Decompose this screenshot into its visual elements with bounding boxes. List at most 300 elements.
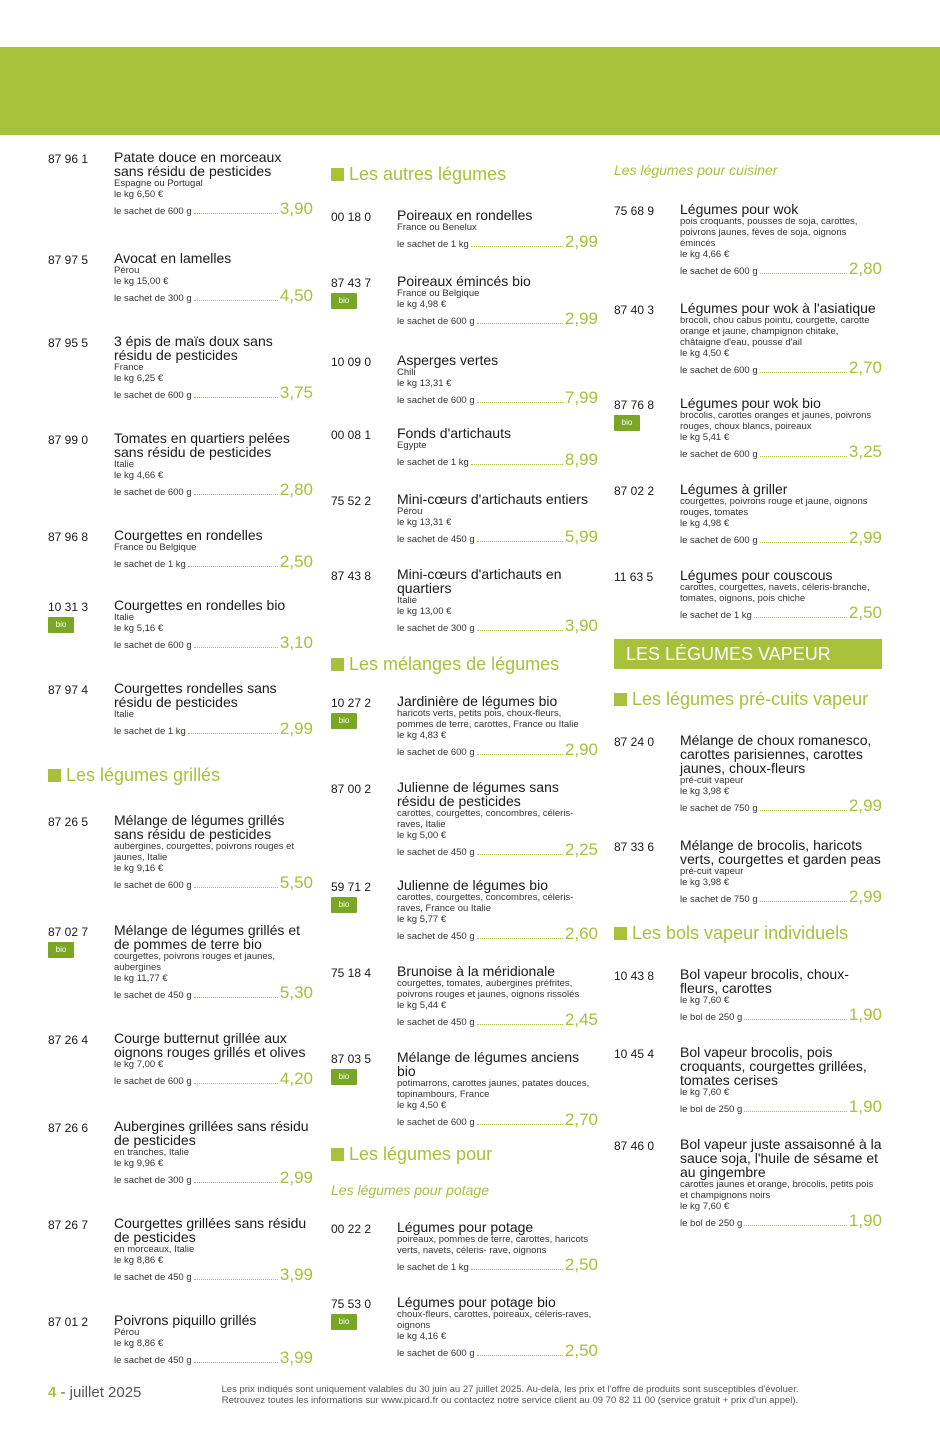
product-item (614, 482, 882, 546)
product-code: 87 02 2 (614, 484, 655, 498)
product-info (114, 1119, 313, 1186)
product-code-cell (48, 813, 114, 891)
product-name: Courgettes en rondelles bio (114, 597, 286, 613)
section-title-melanges: Les mélanges de légumes (331, 654, 598, 674)
dot-leader (471, 1269, 563, 1270)
pack-size: le sachet de 600 g (114, 1076, 192, 1087)
product-price: 2,90 (564, 740, 598, 759)
pack-size: le bol de 250 g (680, 1012, 743, 1023)
product-code-cell (614, 967, 680, 1023)
price-per-kg: le kg 4,66 € (114, 470, 164, 481)
product-code-cell (331, 1050, 397, 1128)
price-per-kg: le kg 11,77 € (114, 973, 168, 984)
product-name: Fonds d'artichauts (397, 425, 511, 441)
price-line (397, 1256, 598, 1273)
pack-size: le sachet de 600 g (397, 395, 475, 406)
section-banner-vapeur: LES LÉGUMES VAPEUR (614, 639, 882, 669)
product-info (397, 1050, 598, 1128)
product-code: 87 02 7 (48, 925, 89, 939)
product-name: Poivrons piquillo grillés (114, 1312, 257, 1328)
product-item (331, 1295, 598, 1359)
pack-size: le sachet de 450 g (397, 847, 475, 858)
product-name: Légumes pour potage bio (397, 1294, 556, 1310)
pack-size: le sachet de 450 g (397, 534, 475, 545)
price-per-kg: le kg 7,60 € (680, 995, 730, 1006)
product-code: 87 40 3 (614, 303, 655, 317)
price-per-kg: le kg 8,86 € (114, 1255, 164, 1266)
product-price: 3,99 (279, 1348, 313, 1367)
price-line (114, 1349, 313, 1366)
product-price: 2,80 (279, 480, 313, 499)
product-info (680, 967, 882, 1023)
bio-logo-icon: bio (614, 415, 640, 431)
product-name: Mélange de légumes grillés sans résidu de pesticides (114, 812, 285, 842)
product-name: Poireaux en rondelles (397, 207, 533, 223)
pack-size: le sachet de 1 kg (114, 726, 186, 737)
pack-size: le sachet de 600 g (680, 365, 758, 376)
product-item (331, 353, 598, 406)
price-line (680, 1098, 882, 1115)
product-detail: France (114, 362, 144, 373)
column-1 (48, 150, 313, 1366)
product-code-cell (48, 1119, 114, 1186)
product-name: Aubergines grillées sans résidu de pesticides (114, 1118, 309, 1148)
product-code-cell (48, 1216, 114, 1283)
product-info (680, 396, 882, 460)
price-per-kg: le kg 7,00 € (114, 1059, 164, 1070)
price-per-kg: le kg 4,50 € (397, 1100, 447, 1111)
product-name: Mélange de légumes grillés et de pommes de terre bio (114, 922, 300, 952)
dot-leader (760, 901, 847, 902)
product-info (397, 353, 598, 406)
product-info (397, 1295, 598, 1359)
product-detail: Italie (114, 709, 135, 720)
dot-leader (760, 542, 847, 543)
dot-leader (194, 494, 278, 495)
price-line (680, 443, 882, 460)
product-detail: Espagne ou Portugal (114, 178, 203, 189)
page-number: 4 - juillet 2025 (48, 1384, 142, 1401)
product-detail: brocolis, carottes oranges et jaunes, poivrons rouges, choux blancs, poireaux (680, 410, 872, 432)
product-item (331, 567, 598, 634)
product-code-cell (48, 251, 114, 304)
product-item (614, 1045, 882, 1115)
product-detail: France ou Benelux (397, 222, 477, 233)
product-detail: courgettes, tomates, aubergines préfrites, poivrons rouges et jaunes, oignons rissolés (397, 978, 580, 1000)
product-price: 7,99 (564, 388, 598, 407)
product-code: 10 45 4 (614, 1047, 655, 1061)
product-name: Courgettes en rondelles (114, 527, 263, 543)
product-code-cell (48, 431, 114, 498)
product-item (331, 426, 598, 468)
product-info (680, 838, 882, 905)
pack-size: le sachet de 450 g (397, 1017, 475, 1028)
price-per-kg: le kg 3,98 € (680, 877, 730, 888)
section-title-bols: Les bols vapeur individuels (614, 923, 882, 943)
product-item (614, 1137, 882, 1229)
product-code: 87 96 8 (48, 530, 89, 544)
dot-leader (744, 1225, 847, 1226)
square-bullet-icon (331, 168, 344, 181)
product-item (331, 274, 598, 327)
product-price: 5,99 (564, 527, 598, 546)
section-title-pour: Les légumes pour (331, 1144, 598, 1164)
product-detail: haricots verts, petits pois, choux-fleurs, pommes de terre, carottes, France ou Italie (397, 708, 579, 730)
product-info (114, 598, 313, 651)
product-price: 5,30 (279, 983, 313, 1002)
product-code: 59 71 2 (331, 880, 372, 894)
product-info (680, 568, 882, 621)
pack-size: le sachet de 300 g (114, 293, 192, 304)
product-price: 8,99 (564, 450, 598, 469)
header-banner (0, 47, 940, 135)
pack-size: le sachet de 600 g (114, 390, 192, 401)
dot-leader (744, 1019, 847, 1020)
pack-size: le sachet de 600 g (397, 747, 475, 758)
product-code-cell (331, 274, 397, 327)
product-detail: pois croquants, pousses de soja, carottes, poivrons jaunes, fèves de soja, oignons émincés (680, 216, 858, 249)
product-info (680, 301, 882, 376)
dot-leader (194, 1182, 278, 1183)
product-name: Bol vapeur brocolis, pois croquants, courgettes grillées, tomates cerises (680, 1044, 867, 1088)
dot-leader (477, 402, 563, 403)
price-line (114, 553, 313, 570)
bio-logo-icon: bio (331, 713, 357, 729)
product-price: 2,99 (848, 796, 882, 815)
pack-size: le sachet de 1 kg (397, 457, 469, 468)
product-code-cell (614, 202, 680, 277)
pack-size: le sachet de 600 g (397, 1117, 475, 1128)
product-code: 87 33 6 (614, 840, 655, 854)
price-per-kg: le kg 3,98 € (680, 786, 730, 797)
product-name: Légumes pour wok à l'asiatique (680, 300, 876, 316)
product-code: 11 63 5 (614, 570, 654, 584)
price-line (397, 1342, 598, 1359)
price-line (114, 1169, 313, 1186)
product-info (114, 431, 313, 498)
section-title-precuits: Les légumes pré-cuits vapeur (614, 689, 882, 709)
dot-leader (194, 213, 278, 214)
product-item (614, 396, 882, 460)
product-code-cell (331, 964, 397, 1028)
product-price: 2,50 (564, 1255, 598, 1274)
product-name: Asperges vertes (397, 352, 499, 368)
price-per-kg: le kg 5,41 € (680, 432, 730, 443)
product-code: 87 76 8 (614, 398, 655, 412)
product-price: 2,60 (564, 924, 598, 943)
product-detail: carottes, courgettes, navets, céleris-branche, tomates, oignons, pois chiche (680, 582, 870, 604)
product-name: Légumes pour potage (397, 1219, 534, 1235)
product-item (331, 964, 598, 1028)
product-code-cell (48, 150, 114, 217)
product-info (680, 733, 882, 814)
product-info (114, 1031, 313, 1087)
price-line (680, 604, 882, 621)
product-code-cell (614, 301, 680, 376)
product-code-cell (331, 1295, 397, 1359)
product-price: 2,50 (279, 552, 313, 571)
dot-leader (194, 647, 278, 648)
product-item (48, 1119, 313, 1186)
product-item (48, 251, 313, 304)
product-detail: carottes jaunes et orange, brocolis, petits pois et champignons noirs (680, 1179, 874, 1201)
price-line (397, 310, 598, 327)
product-detail: courgettes, poivrons rouge et jaune, oignons rouges, tomates (680, 496, 868, 518)
product-price: 2,99 (279, 1168, 313, 1187)
product-price: 2,70 (564, 1110, 598, 1129)
product-info (680, 1137, 882, 1229)
bio-logo-icon: bio (331, 293, 357, 309)
product-code-cell (614, 568, 680, 621)
footer-note: Les prix indiqués sont uniquement valables du 30 juin au 27 juillet 2025. Au-delà, les prix et l'offre de produits sont susceptibles d'évoluer. Retrouvez toutes les informations sur www.picard.fr ou contactez notre service client au 09 70 82 11 00 (service gratuit + prix d'un appel). (221, 1384, 799, 1406)
price-per-kg: le kg 15,00 € (114, 276, 169, 287)
product-info (680, 1045, 882, 1115)
product-code-cell (48, 1031, 114, 1087)
dot-leader (744, 1111, 847, 1112)
product-name: Avocat en lamelles (114, 250, 232, 266)
price-per-kg: le kg 7,60 € (680, 1201, 730, 1212)
dot-leader (477, 938, 563, 939)
pack-size: le sachet de 450 g (114, 990, 192, 1001)
product-price: 2,50 (848, 603, 882, 622)
product-code: 75 18 4 (331, 966, 372, 980)
pack-size: le sachet de 750 g (680, 803, 758, 814)
product-price: 2,99 (564, 309, 598, 328)
product-name: Brunoise à la méridionale (397, 963, 555, 979)
price-line (397, 1011, 598, 1028)
product-name: Julienne de légumes bio (397, 877, 548, 893)
product-code: 87 03 5 (331, 1052, 372, 1066)
product-code-cell (331, 426, 397, 468)
price-line (114, 481, 313, 498)
product-code: 00 18 0 (331, 210, 372, 224)
product-price: 3,75 (279, 383, 313, 402)
product-info (397, 274, 598, 327)
product-info (114, 528, 313, 570)
product-info (680, 482, 882, 546)
pack-size: le sachet de 1 kg (397, 1262, 469, 1273)
product-name: Julienne de légumes sans résidu de pesticides (397, 779, 559, 809)
price-per-kg: le kg 13,31 € (397, 378, 452, 389)
product-code: 87 00 2 (331, 782, 372, 796)
pack-size: le sachet de 1 kg (680, 610, 752, 621)
column-3 (614, 150, 882, 1229)
dot-leader (477, 1024, 563, 1025)
product-item (331, 878, 598, 942)
product-detail: en morceaux, Italie (114, 1244, 195, 1255)
square-bullet-icon (48, 769, 61, 782)
price-per-kg: le kg 7,60 € (680, 1087, 730, 1098)
price-per-kg: le kg 13,31 € (397, 517, 452, 528)
dot-leader (477, 541, 563, 542)
product-code: 87 46 0 (614, 1139, 655, 1153)
bio-logo-icon: bio (331, 1069, 357, 1085)
price-per-kg: le kg 6,50 € (114, 189, 164, 200)
product-price: 2,99 (848, 528, 882, 547)
product-code: 87 95 5 (48, 336, 89, 350)
product-item (331, 694, 598, 758)
product-item (614, 568, 882, 621)
product-item (48, 1031, 313, 1087)
pack-size: le sachet de 450 g (397, 931, 475, 942)
dot-leader (188, 566, 278, 567)
bio-logo-icon: bio (48, 942, 74, 958)
product-code: 00 08 1 (331, 428, 372, 442)
product-info (397, 208, 598, 250)
price-per-kg: le kg 4,98 € (397, 299, 447, 310)
pack-size: le sachet de 600 g (680, 535, 758, 546)
product-price: 3,10 (279, 633, 313, 652)
product-detail: potimarrons, carottes jaunes, patates douces, topinambours, France (397, 1078, 590, 1100)
dot-leader (194, 1279, 278, 1280)
product-detail: Italie (114, 459, 135, 470)
product-code-cell (48, 1313, 114, 1366)
price-line (114, 1266, 313, 1283)
product-code-cell (331, 1220, 397, 1273)
product-item (48, 528, 313, 570)
product-name: Bol vapeur brocolis, choux-fleurs, carottes (680, 966, 849, 996)
dot-leader (188, 733, 278, 734)
product-code: 10 09 0 (331, 355, 372, 369)
price-line (397, 741, 598, 758)
pack-size: le sachet de 1 kg (114, 559, 186, 570)
price-per-kg: le kg 4,50 € (680, 348, 730, 359)
pack-size: le sachet de 300 g (397, 623, 475, 634)
product-code: 87 01 2 (48, 1315, 89, 1329)
product-code-cell (331, 780, 397, 858)
product-code: 87 24 0 (614, 735, 655, 749)
product-item (614, 838, 882, 905)
product-info (397, 1220, 598, 1273)
product-item (331, 492, 598, 545)
dot-leader (477, 323, 563, 324)
product-code: 87 26 4 (48, 1033, 89, 1047)
product-name: Courge butternut grillée aux oignons rouges grillés et olives (114, 1030, 306, 1060)
product-code-cell (331, 208, 397, 250)
product-code-cell (48, 923, 114, 1001)
dot-leader (194, 397, 278, 398)
product-name: Poireaux émincés bio (397, 273, 531, 289)
price-per-kg: le kg 5,00 € (397, 830, 447, 841)
section-title-grilles: Les légumes grillés (48, 765, 313, 785)
product-item (48, 598, 313, 651)
product-price: 2,99 (848, 887, 882, 906)
dot-leader (471, 246, 563, 247)
product-code-cell (614, 1045, 680, 1115)
product-code: 75 53 0 (331, 1297, 372, 1311)
product-info (397, 567, 598, 634)
price-line (397, 1111, 598, 1128)
product-detail: France ou Belgique (397, 288, 480, 299)
product-info (397, 964, 598, 1028)
product-code: 87 26 7 (48, 1218, 89, 1232)
dot-leader (194, 1362, 278, 1363)
product-item (331, 1220, 598, 1273)
product-code-cell (48, 334, 114, 401)
price-per-kg: le kg 9,16 € (114, 863, 164, 874)
product-price: 3,99 (279, 1265, 313, 1284)
product-price: 1,90 (848, 1005, 882, 1024)
price-line (397, 528, 598, 545)
product-item (48, 431, 313, 498)
product-price: 5,50 (279, 873, 313, 892)
price-per-kg: le kg 5,77 € (397, 914, 447, 925)
price-per-kg: le kg 5,44 € (397, 1000, 447, 1011)
product-price: 1,90 (848, 1097, 882, 1116)
product-info (114, 1313, 313, 1366)
product-info (114, 1216, 313, 1283)
product-name: Tomates en quartiers pelées sans résidu de pesticides (114, 430, 290, 460)
product-code: 10 43 8 (614, 969, 655, 983)
pack-size: le sachet de 600 g (114, 206, 192, 217)
product-info (114, 334, 313, 401)
dot-leader (754, 617, 847, 618)
price-per-kg: le kg 13,00 € (397, 606, 452, 617)
pack-size: le sachet de 300 g (114, 1175, 192, 1186)
pack-size: le sachet de 600 g (397, 316, 475, 327)
price-line (397, 841, 598, 858)
product-name: Bol vapeur juste assaisonné à la sauce soja, l'huile de sésame et au gingembre (680, 1136, 882, 1180)
product-code: 75 52 2 (331, 494, 372, 508)
price-per-kg: le kg 4,83 € (397, 730, 447, 741)
price-line (397, 451, 598, 468)
product-code: 10 27 2 (331, 696, 372, 710)
product-info (397, 426, 598, 468)
subsection-potage: Les légumes pour potage (331, 1182, 489, 1198)
price-line (114, 634, 313, 651)
product-price: 2,80 (848, 259, 882, 278)
product-name: Mélange de légumes anciens bio (397, 1049, 580, 1079)
product-code-cell (614, 1137, 680, 1229)
product-info (114, 923, 313, 1001)
product-code: 87 97 4 (48, 683, 89, 697)
product-code: 87 26 6 (48, 1121, 89, 1135)
product-name: Mini-cœurs d'artichauts entiers (397, 491, 588, 507)
product-price: 4,50 (279, 286, 313, 305)
product-detail: Pérou (114, 265, 140, 276)
price-per-kg: le kg 5,16 € (114, 623, 164, 634)
product-code-cell (48, 528, 114, 570)
product-detail: pré-cuit vapeur (680, 775, 744, 786)
pack-size: le bol de 250 g (680, 1218, 743, 1229)
product-name: Courgettes grillées sans résidu de pesticides (114, 1215, 307, 1245)
dot-leader (194, 300, 278, 301)
price-line (397, 617, 598, 634)
product-detail: courgettes, poivrons rouges et jaunes, aubergines (114, 951, 276, 973)
dot-leader (477, 1124, 563, 1125)
product-detail: pré-cuit vapeur (680, 866, 744, 877)
product-info (114, 251, 313, 304)
product-code-cell (614, 838, 680, 905)
pack-size: le sachet de 600 g (680, 266, 758, 277)
product-code: 75 68 9 (614, 204, 655, 218)
column-2 (331, 150, 598, 1359)
product-detail: en tranches, Italie (114, 1147, 189, 1158)
price-line (114, 384, 313, 401)
price-line (397, 233, 598, 250)
product-code-cell (331, 567, 397, 634)
product-code: 87 96 1 (48, 152, 89, 166)
product-price: 1,90 (848, 1211, 882, 1230)
price-per-kg: le kg 4,16 € (397, 1331, 447, 1342)
product-detail: Chili (397, 367, 416, 378)
product-name: Mini-cœurs d'artichauts en quartiers (397, 566, 562, 596)
product-detail: carottes, courgettes, concombres, céleris-raves, France ou Italie (397, 892, 574, 914)
product-code-cell (331, 694, 397, 758)
product-name: Légumes pour couscous (680, 567, 833, 583)
product-info (114, 813, 313, 891)
bio-logo-icon: bio (331, 897, 357, 913)
